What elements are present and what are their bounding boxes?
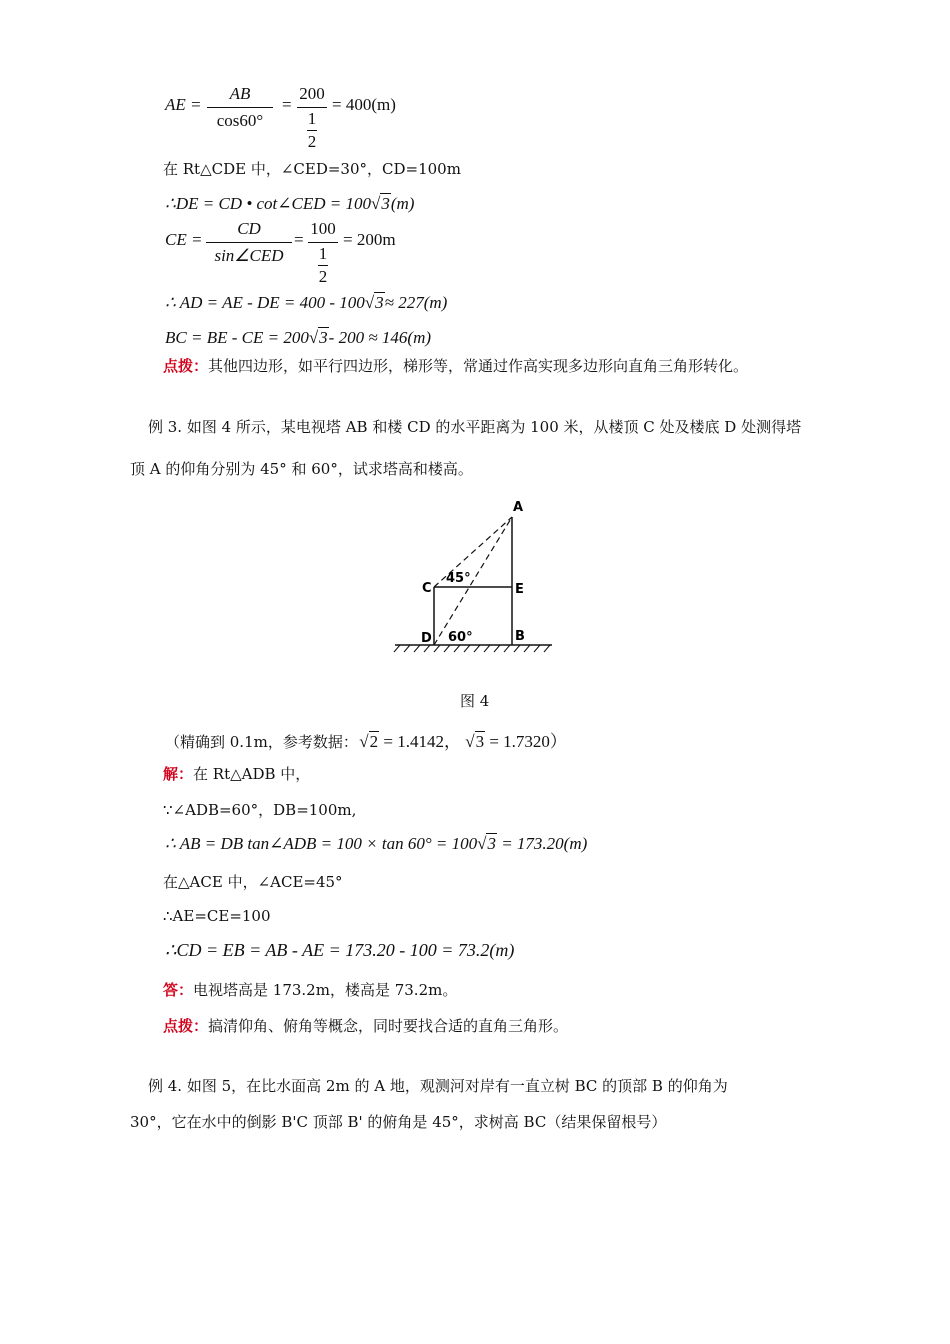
ae-fraction-2 <box>297 83 327 151</box>
label-e: E <box>515 582 524 597</box>
label-b: B <box>515 629 525 644</box>
ce-fraction-2 <box>308 218 338 286</box>
ce-eq1: = <box>294 230 304 249</box>
example3-line1: 例 3. 如图 4 所示，某电视塔 AB 和楼 CD 的水平距离为 100 米，从楼顶 C 处及楼底 D 处测得塔 <box>148 418 802 436</box>
example4-line2: 30°，它在水中的倒影 B'C 顶部 B' 的俯角是 45°，求树高 BC（结果保留根号） <box>130 1113 667 1131</box>
label-a: A <box>513 500 524 515</box>
ce-frac-den: sin∠CED <box>214 246 284 265</box>
figure-caption: 图 4 <box>460 692 490 710</box>
ae-result: = 400(m) <box>332 95 396 114</box>
ce-frac2-den-den: 2 <box>318 267 328 286</box>
ce-frac2-den-num: 1 <box>318 244 328 263</box>
label-angle-60: 60° <box>448 630 473 645</box>
label-c: C <box>422 581 432 596</box>
answer-label: 答： <box>163 981 194 999</box>
label-d: D <box>421 631 432 646</box>
example3-line2: 顶 A 的仰角分别为 45° 和 60°，试求塔高和楼高。 <box>130 460 473 478</box>
ae-eq1: = <box>282 95 292 114</box>
tip1 <box>163 355 748 376</box>
figure-4 <box>390 495 560 665</box>
tip1-text: 其他四边形，如平行四边形，梯形等，常通过作高实现多边形向直角三角形转化。 <box>208 357 749 375</box>
cde-intro: 在 Rt△CDE 中，∠CED=30°，CD=100m <box>163 160 461 178</box>
ad-line: ∴ AD = AE - DE = 400 - 100√3≈ 227(m) <box>165 293 448 312</box>
ae-lhs: AE = <box>165 95 202 114</box>
because-line: ∵∠ADB=60°，DB=100m, <box>163 801 357 819</box>
bc-line: BC = BE - CE = 200√3- 200 ≈ 146(m) <box>165 328 432 347</box>
tip2-label: 点拨： <box>163 1017 209 1035</box>
ae-ce-line: ∴AE=CE=100 <box>163 907 271 925</box>
ae-frac-num: AB <box>229 84 251 103</box>
ce-result: = 200m <box>343 230 396 249</box>
ae-frac-den: cos60° <box>216 111 264 130</box>
ce-fraction <box>206 218 292 267</box>
ae-frac2-den-num: 1 <box>307 109 317 128</box>
solution-label: 解： <box>163 765 194 783</box>
precision-line: （精确到 0.1m，参考数据： √2 = 1.4142， √3 = 1.7320） <box>165 732 567 751</box>
ce-frac2-num: 100 <box>310 219 336 238</box>
answer-line: 答：电视塔高是 173.2m，楼高是 73.2m。 <box>163 981 458 999</box>
solution-intro: 解：在 Rt△ADB 中， <box>163 765 311 783</box>
label-angle-45: 45° <box>446 571 471 586</box>
ae-fraction <box>207 83 273 132</box>
de-line: ∴DE = CD • cot∠CED = 100√3(m) <box>165 194 415 213</box>
tip2: 点拨：搞清仰角、俯角等概念，同时要找合适的直角三角形。 <box>163 1017 569 1035</box>
ce-frac-num: CD <box>237 219 261 238</box>
ace-intro: 在△ACE 中，∠ACE=45° <box>163 873 343 891</box>
tip1-label: 点拨： <box>163 357 209 375</box>
cd-line: ∴CD = EB = AB - AE = 173.20 - 100 = 73.2(m) <box>165 940 515 960</box>
ae-frac2-num: 200 <box>299 84 325 103</box>
ae-frac2-den-den: 2 <box>307 132 317 151</box>
ab-line: ∴ AB = DB tan∠ADB = 100 × tan 60° = 100√3 = 173.20(m) <box>165 834 588 853</box>
example4-line1: 例 4. 如图 5，在比水面高 2m 的 A 地，观测河对岸有一直立树 BC 的顶部 B 的仰角为 <box>148 1077 728 1095</box>
ce-lhs: CE = <box>165 230 203 249</box>
